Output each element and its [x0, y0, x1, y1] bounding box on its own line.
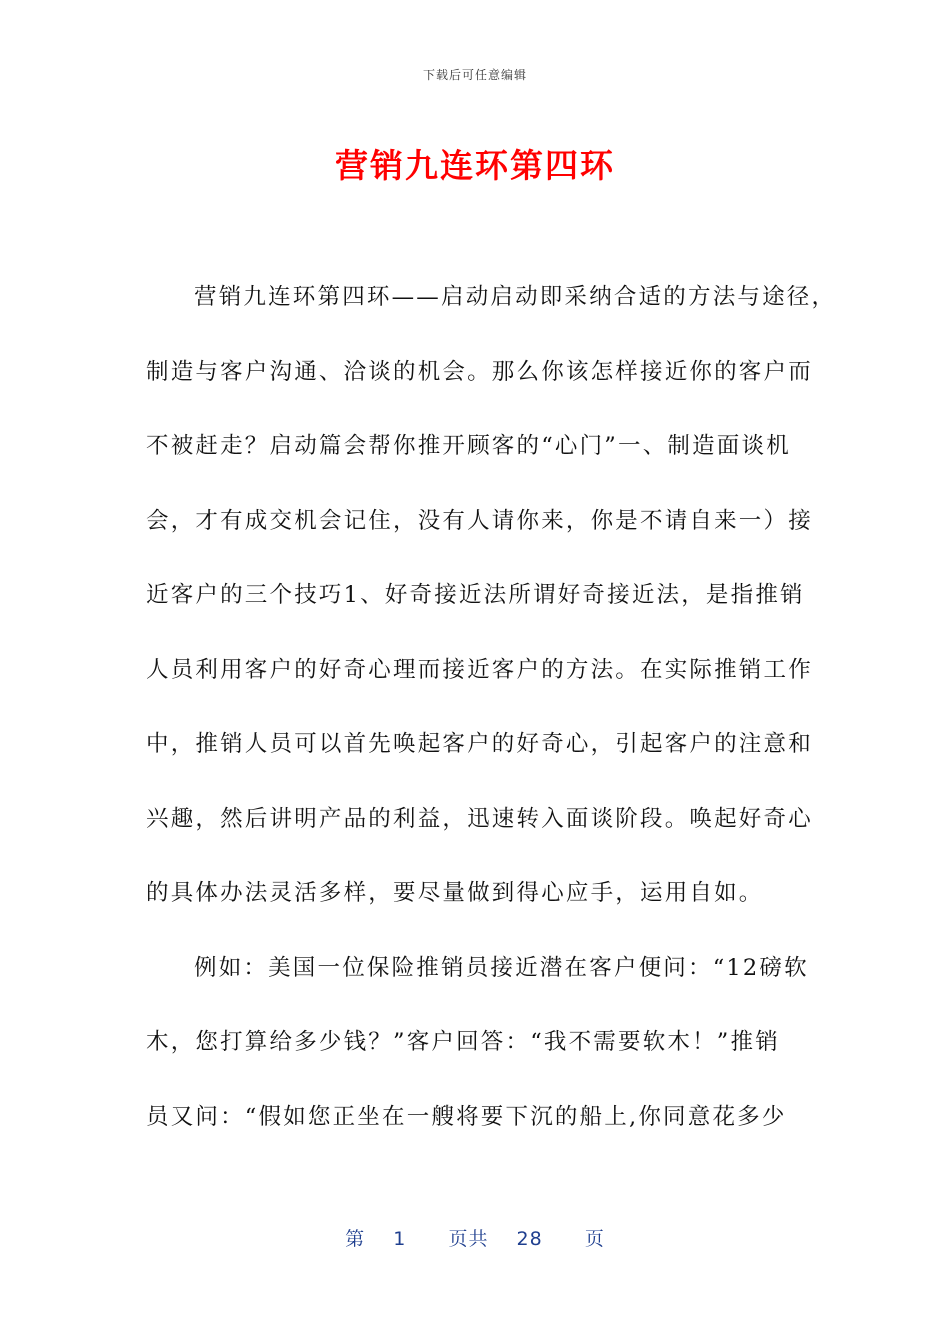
- footer-current-page: 1: [393, 1228, 407, 1250]
- page-footer: [0, 1224, 950, 1251]
- paragraph-line: 例如：美国一位保险推销员接近潜在客户便问：“12磅软: [194, 954, 809, 981]
- paragraph-line: 不被赶走？启动篇会帮你推开顾客的“心门”一、制造面谈机: [146, 433, 791, 459]
- footer-total-pages: 28: [516, 1228, 543, 1250]
- body-text: [146, 268, 837, 1162]
- paragraph-line: 制造与客户沟通、洽谈的机会。那么你该怎样接近你的客户而: [146, 358, 813, 385]
- footer-prefix: 第: [345, 1228, 366, 1250]
- paragraph-line: 兴趣，然后讲明产品的利益，迅速转入面谈阶段。唤起好奇心: [146, 805, 813, 832]
- paragraph-line: 近客户的三个技巧1、好奇接近法所谓好奇接近法，是指推销: [146, 582, 805, 608]
- header-note: 下载后可任意编辑: [422, 68, 527, 82]
- paragraph-line: 木，您打算给多少钱？”客户回答：“我不需要软木！”推销: [146, 1029, 780, 1055]
- paragraph-line: 的具体办法灵活多样，要尽量做到得心应手，运用自如。: [146, 880, 764, 906]
- paragraph-line: 员又问：“假如您正坐在一艘将要下沉的船上,你同意花多少: [146, 1103, 787, 1130]
- paragraph-line: 人员利用客户的好奇心理而接近客户的方法。在实际推销工作: [146, 656, 813, 683]
- footer-suffix: 页: [584, 1228, 605, 1250]
- document-title: 营销九连环第四环: [335, 146, 615, 185]
- footer-middle: 页共: [448, 1228, 489, 1250]
- paragraph-line: 会，才有成交机会记住，没有人请你来，你是不请自来一）接: [146, 507, 813, 534]
- paragraph-line: 营销九连环第四环——启动启动即采纳合适的方法与途径，: [194, 284, 837, 310]
- paragraph-line: 中，推销人员可以首先唤起客户的好奇心，引起客户的注意和: [146, 731, 813, 757]
